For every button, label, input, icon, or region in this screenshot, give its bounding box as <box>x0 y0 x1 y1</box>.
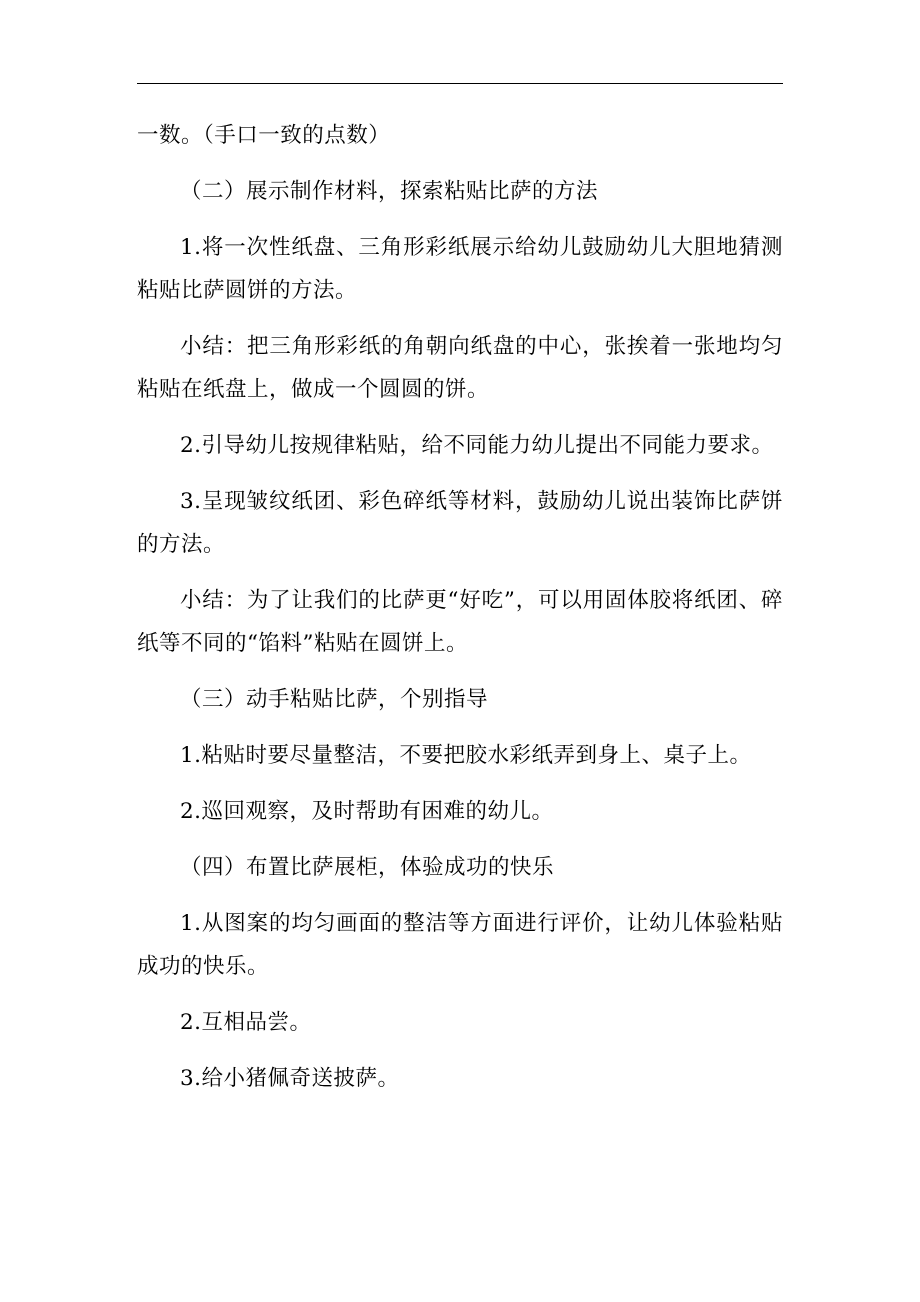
paragraph: 2.巡回观察，及时帮助有困难的幼儿。 <box>180 799 554 824</box>
document-body <box>137 114 783 1113</box>
section-heading: （二）展示制作材料，探索粘贴比萨的方法 <box>180 179 599 204</box>
paragraph: 3.呈现皱纹纸团、彩色碎纸等材料，鼓励幼儿说出装饰比萨饼的方法。 <box>137 489 783 557</box>
paragraph: 1.从图案的均匀画面的整洁等方面进行评价，让幼儿体验粘贴成功的快乐。 <box>137 911 783 979</box>
paragraph: 2.互相品尝。 <box>180 1010 312 1035</box>
paragraph: 一数。（手口一致的点数） <box>137 123 391 148</box>
section-heading: （三）动手粘贴比萨，个别指导 <box>180 687 489 712</box>
paragraph: 1.粘贴时要尽量整洁，不要把胶水彩纸弄到身上、桌子上。 <box>180 743 752 768</box>
paragraph: 小结：为了让我们的比萨更“好吃”，可以用固体胶将纸团、碎纸等不同的“馅料”粘贴在圆饼上。 <box>137 588 783 656</box>
paragraph: 2.引导幼儿按规律粘贴，给不同能力幼儿提出不同能力要求。 <box>180 433 774 458</box>
paragraph: 小结：把三角形彩纸的角朝向纸盘的中心，张挨着一张地均匀粘贴在纸盘上，做成一个圆圆的饼。 <box>137 334 783 402</box>
paragraph: 3.给小猪佩奇送披萨。 <box>180 1066 400 1091</box>
paragraph: 1.将一次性纸盘、三角形彩纸展示给幼儿鼓励幼儿大胆地猜测粘贴比萨圆饼的方法。 <box>137 235 783 303</box>
header-rule <box>137 83 783 84</box>
section-heading: （四）布置比萨展柜，体验成功的快乐 <box>180 855 555 880</box>
